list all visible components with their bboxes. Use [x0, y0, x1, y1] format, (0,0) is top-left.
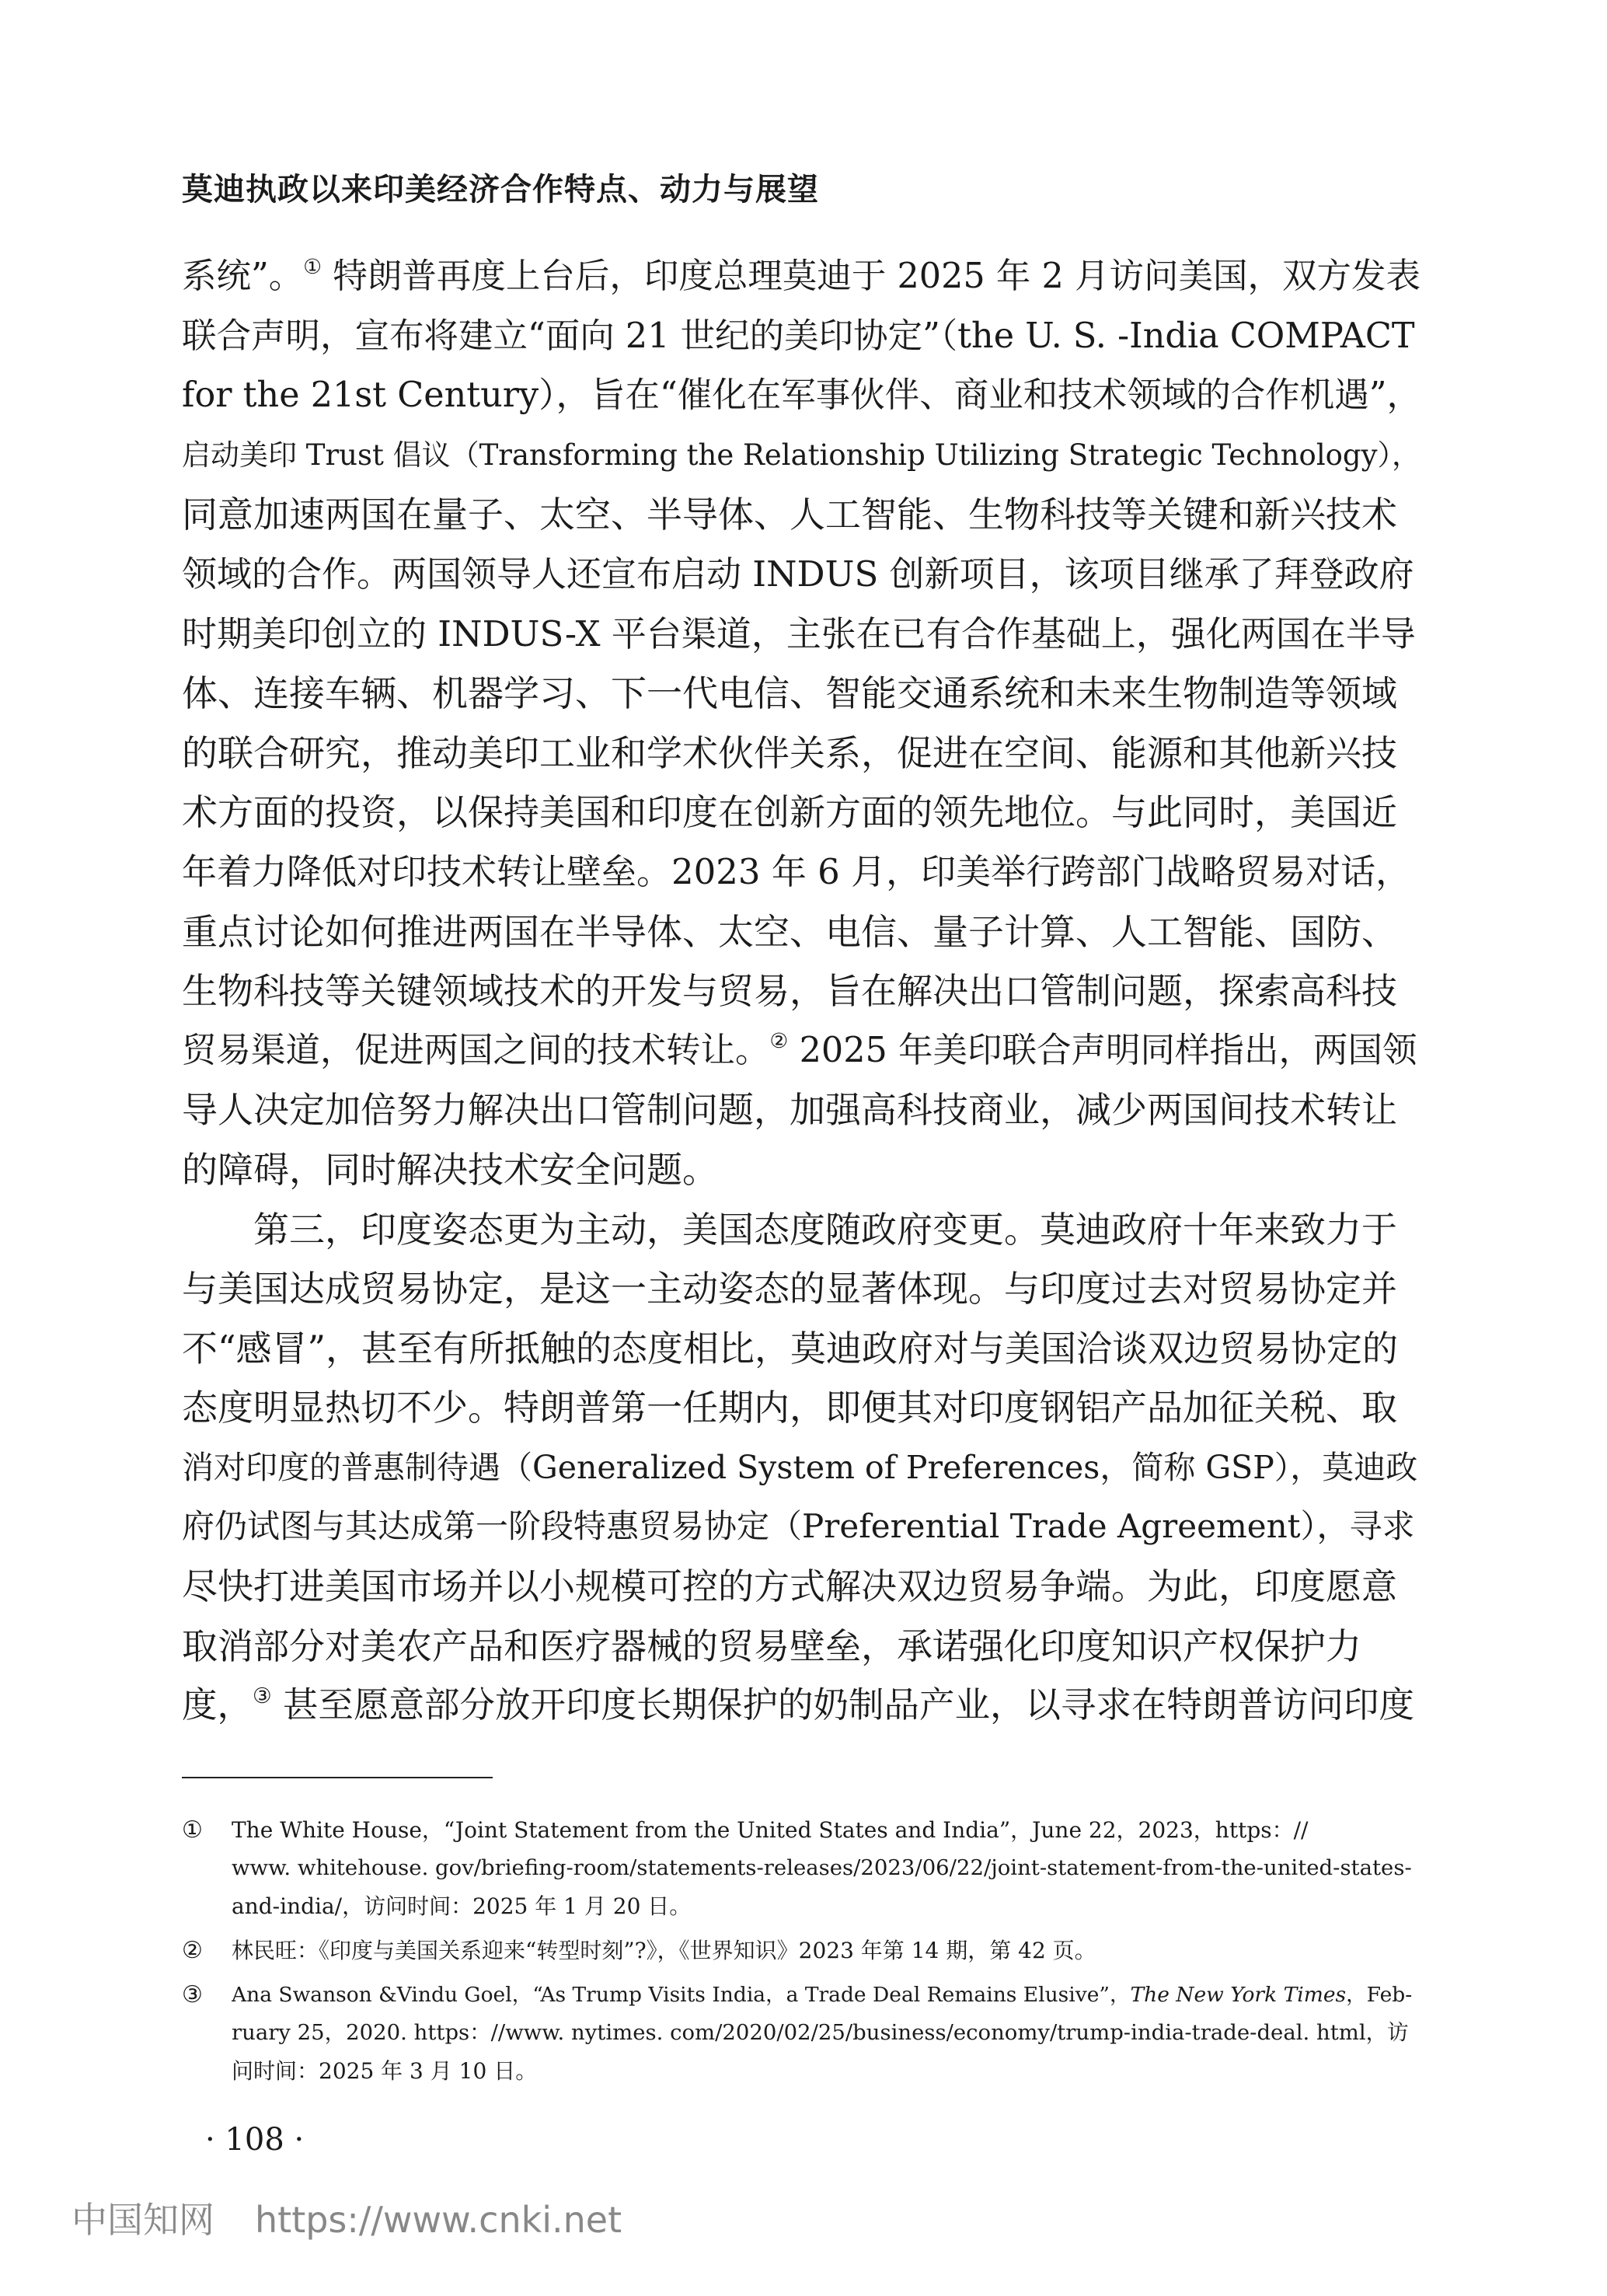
line-text: 同意加速两国在量子、太空、半导体、人工智能、生物科技等关键和新兴技术: [182, 494, 1397, 536]
footnote-text: Ana Swanson &Vindu Goel，“As Trump Visits India，a Trade Deal Remains Elusive”，: [232, 1983, 1131, 2007]
footnote-marker: ③: [182, 1981, 203, 2008]
line-text: 尽快打进美国市场并以小规模可控的方式解决双边贸易争端。为此，印度愿意: [182, 1565, 1397, 1608]
line-text: 启动美印 Trust 倡议（Transforming the Relationship Utilizing Strategic Technology），: [182, 438, 1421, 472]
footnote-text: ，Feb-: [1346, 1983, 1413, 2007]
line-text: 第三，印度姿态更为主动，美国态度随政府变更。莫迪政府十年来致力于: [253, 1208, 1397, 1251]
text-line: [182, 485, 1422, 545]
footnote-text: and-india/，访问时间：2025 年 1 月 20 日。: [232, 1893, 692, 1919]
text-line: [182, 902, 1422, 962]
text-line: [182, 1200, 1422, 1260]
footnote-line: [232, 1887, 1422, 1925]
footnote-ref-2[interactable]: ②: [769, 1028, 789, 1053]
text-line: [182, 1617, 1422, 1677]
footnotes: [182, 1811, 1422, 2096]
line-text: 的联合研究，推动美印工业和学术伙伴关系，促进在空间、能源和其他新兴技: [182, 731, 1397, 774]
journal-title: The New York Times: [1130, 1983, 1347, 2007]
line-text: 领域的合作。两国领导人还宣布启动 INDUS 创新项目，该项目继承了拜登政府: [182, 553, 1414, 595]
footnote-link[interactable]: www. whitehouse. gov/briefing-room/statements-releases/2023/06/22/joint-statement-from-the-united-states-: [232, 1855, 1412, 1880]
footnote-ref-3[interactable]: ③: [253, 1684, 272, 1709]
running-header: 莫迪执政以来印美经济合作特点、动力与展望: [182, 171, 819, 208]
text-line: [182, 605, 1422, 665]
text-line: [182, 1497, 1422, 1557]
line-text: for the 21st Century），旨在“催化在军事伙伴、商业和技术领域的合作机遇”，: [182, 375, 1421, 416]
footnote-ref-1[interactable]: ①: [303, 255, 322, 279]
footnote-text: The White House，“Joint Statement from the United States and India”，June 22，2023，https：//: [232, 1817, 1309, 1843]
text-line: [182, 843, 1422, 902]
footnote-line: [232, 1931, 1422, 1970]
text-line: [182, 1080, 1422, 1140]
line-text: 府仍试图与其达成第一阶段特惠贸易协定（Preferential Trade Agreement），寻求: [182, 1507, 1415, 1546]
footnote-divider: [182, 1777, 493, 1778]
line-text: 时期美印创立的 INDUS-X 平台渠道，主张在已有合作基础上，强化两国在半导: [182, 612, 1416, 654]
footnote-2: [182, 1931, 1422, 1970]
line-text: 系统”。: [182, 256, 304, 296]
line-text: 体、连接车辆、机器学习、下一代电信、智能交通系统和未来生物制造等领域: [182, 672, 1397, 715]
footnote-text: 林民旺：《印度与美国关系迎来“转型时刻”?》，《世界知识》2023 年第 14 期，第 42 页。: [232, 1938, 1096, 1963]
watermark-url[interactable]: https://www.cnki.net: [255, 2199, 622, 2241]
line-text: 特朗普再度上台后，印度总理莫迪于 2025 年 2 月访问美国，双方发表: [322, 256, 1421, 296]
line-text: 年着力降低对印技术转让壁垒。2023 年 6 月，印美举行跨部门战略贸易对话，: [182, 850, 1411, 892]
line-text: 态度明显热切不少。特朗普第一任期内，即便其对印度钢铝产品加征关税、取: [182, 1387, 1397, 1429]
text-line: [182, 1021, 1422, 1081]
page-number: · 108 ·: [205, 2122, 305, 2158]
footnote-link[interactable]: ruary 25，2020. https：//www. nytimes. com/2020/02/25/business/economy/trump-india-trade-deal. html，访: [232, 2020, 1409, 2045]
text-line: [182, 724, 1422, 783]
footnote-line: [232, 2014, 1422, 2052]
watermark-name: 中国知网: [71, 2199, 214, 2241]
line-text: 贸易渠道，促进两国之间的技术转让。: [182, 1030, 770, 1070]
text-line: [182, 783, 1422, 843]
footnote-marker: ①: [182, 1816, 203, 1844]
text-line: [182, 426, 1422, 486]
line-text: 不“感冒”，甚至有所抵触的态度相比，莫迪政府对与美国洽谈双边贸易协定的: [182, 1327, 1399, 1370]
footnote-3: [182, 1976, 1422, 2090]
footnote-marker: ②: [182, 1937, 203, 1964]
text-line: [182, 1378, 1422, 1438]
line-text: 导人决定加倍努力解决出口管制问题，加强高科技商业，减少两国间技术转让: [182, 1089, 1397, 1132]
footnote-text: 问时间：2025 年 3 月 10 日。: [232, 2058, 538, 2084]
line-text: 与美国达成贸易协定，是这一主动姿态的显著体现。与印度过去对贸易协定并: [182, 1268, 1397, 1310]
text-line: [182, 664, 1422, 724]
text-line: [182, 961, 1422, 1021]
line-text: 度，: [182, 1684, 253, 1726]
footnote-line: [232, 2052, 1422, 2090]
footnote-line: [232, 1849, 1422, 1887]
line-text: 术方面的投资，以保持美国和印度在创新方面的领先地位。与此同时，美国近: [182, 791, 1397, 834]
line-text: 甚至愿意部分放开印度长期保护的奶制品产业，以寻求在特朗普访问印度: [271, 1684, 1414, 1726]
text-line: [182, 1438, 1422, 1498]
line-text: 的障碍，同时解决技术安全问题。: [182, 1148, 718, 1191]
text-line: [182, 1319, 1422, 1379]
text-line: [182, 1676, 1422, 1736]
body-text: [182, 247, 1422, 1736]
text-line: [182, 1259, 1422, 1319]
line-text: 联合声明，宣布将建立“面向 21 世纪的美印协定”（the U. S. -India COMPACT: [182, 316, 1415, 356]
line-text: 取消部分对美农产品和医疗器械的贸易壁垒，承诺强化印度知识产权保护力: [182, 1624, 1361, 1667]
text-line: [182, 366, 1422, 426]
text-line: [182, 247, 1422, 307]
line-text: 2025 年美印联合声明同样指出，两国领: [788, 1030, 1417, 1070]
footnote-line: [232, 1811, 1422, 1849]
line-text: 重点讨论如何推进两国在半导体、太空、电信、量子计算、人工智能、国防、: [182, 910, 1397, 953]
text-line: [182, 545, 1422, 605]
text-line: [182, 307, 1422, 367]
cnki-watermark: [71, 2192, 622, 2243]
text-line: [182, 1557, 1422, 1617]
line-text: 生物科技等关键领域技术的开发与贸易，旨在解决出口管制问题，探索高科技: [182, 970, 1397, 1013]
footnote-1: [182, 1811, 1422, 1925]
footnote-line: [232, 1976, 1422, 2014]
line-text: 消对印度的普惠制待遇（Generalized System of Preferences，简称 GSP），莫迪政: [182, 1448, 1418, 1486]
text-line: [182, 1140, 1422, 1200]
